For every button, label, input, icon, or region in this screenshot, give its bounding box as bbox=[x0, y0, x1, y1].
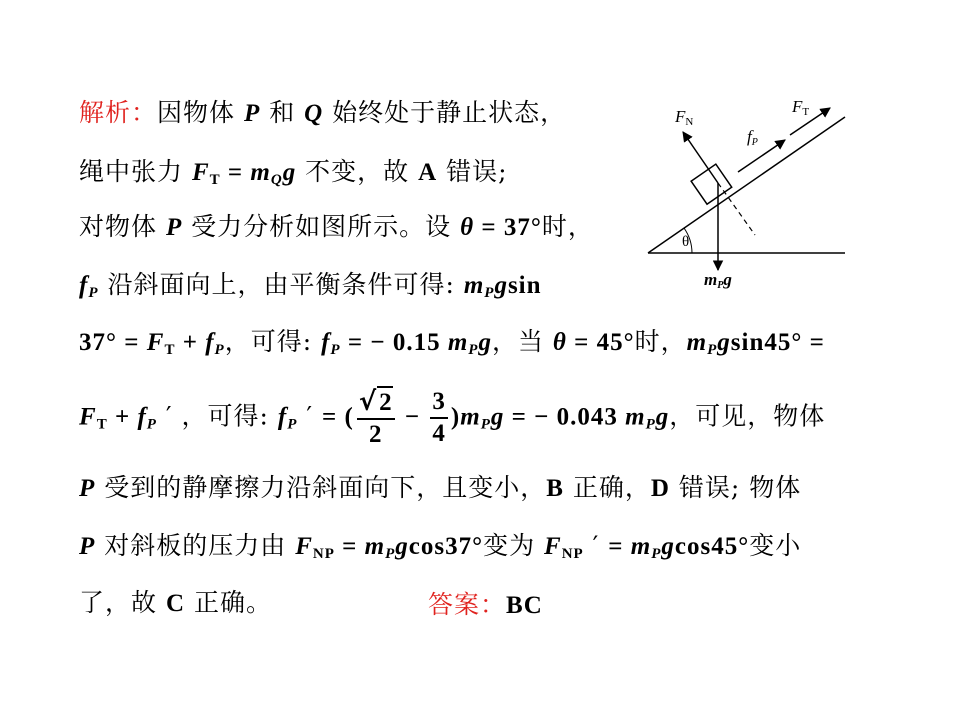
l6-prime: ′ bbox=[156, 401, 182, 431]
l2-t1: 绳中张力 bbox=[79, 157, 192, 186]
l7-d: D bbox=[650, 475, 670, 502]
l9-t1: 了，故 bbox=[79, 588, 166, 617]
l6-t1: ，可得: bbox=[181, 401, 278, 431]
l8-p: P bbox=[79, 533, 96, 560]
l8-fnp2: F bbox=[544, 533, 562, 560]
l5-m-sub: P bbox=[468, 342, 479, 358]
l9-c: C bbox=[165, 590, 186, 617]
fraction-sqrt2-over-2 bbox=[357, 386, 395, 450]
normal-dashed-line bbox=[718, 183, 755, 235]
l4-m: m bbox=[463, 272, 485, 299]
l7-b: B bbox=[546, 475, 564, 502]
friction-arrow bbox=[738, 140, 785, 172]
theta-label: θ bbox=[682, 234, 690, 250]
l6-t2: ，可见，物体 bbox=[669, 401, 826, 431]
denominator-2: 2 bbox=[368, 421, 383, 448]
l8-fnp-sub: NP bbox=[312, 546, 335, 562]
l8-cos37: cos37° bbox=[408, 533, 484, 560]
l2-g: g bbox=[282, 159, 297, 186]
l3-val: = 37° bbox=[474, 214, 542, 241]
l7-t3: 错误; 物体 bbox=[669, 473, 802, 502]
l4-t1: 沿斜面向上，由平衡条件可得: bbox=[98, 270, 464, 299]
l6-eq2: = − 0.043 bbox=[504, 403, 626, 431]
l6-ft-sub: T bbox=[96, 416, 108, 433]
l6-m: m bbox=[460, 403, 481, 431]
l1-t1: 因物体 bbox=[157, 98, 244, 127]
denominator-4: 4 bbox=[432, 420, 446, 447]
l5-eq: = − 0.15 bbox=[340, 329, 448, 356]
l6-eq: = ( bbox=[321, 403, 354, 431]
l2-t2: 不变，故 bbox=[296, 157, 419, 186]
line-5 bbox=[79, 327, 825, 358]
l8-m: m bbox=[364, 533, 386, 560]
l8-fnp: F bbox=[295, 533, 313, 560]
l2-m: m bbox=[250, 159, 271, 186]
l4-m-sub: P bbox=[484, 285, 495, 301]
l3-p: P bbox=[165, 214, 183, 241]
l5-ft: F bbox=[146, 329, 165, 356]
block-p bbox=[691, 164, 732, 204]
l1-t3: 始终处于静止状态， bbox=[323, 98, 567, 127]
analysis-label: 解析： bbox=[79, 98, 158, 127]
l2-ft: F bbox=[191, 159, 210, 186]
l5-t1: ，可得: bbox=[224, 327, 322, 356]
l2-a: A bbox=[418, 159, 438, 186]
l6-f: f bbox=[137, 403, 147, 431]
l5-g2: g bbox=[717, 329, 731, 356]
answer-label: 答案： bbox=[428, 590, 507, 619]
l3-t1: 对物体 bbox=[79, 212, 166, 241]
l8-m-sub: P bbox=[385, 546, 396, 562]
normal-force-label: FN bbox=[675, 107, 694, 128]
l6-prime2: ′ bbox=[297, 401, 322, 431]
l3-t2: 受力分析如图所示。设 bbox=[182, 212, 461, 241]
l2-t3: 错误; bbox=[437, 157, 508, 186]
l6-g2: g bbox=[655, 403, 670, 431]
l1-t2: 和 bbox=[260, 98, 305, 127]
l4-f-sub: P bbox=[88, 285, 99, 301]
line-4 bbox=[79, 270, 542, 301]
l8-t2: 变为 bbox=[483, 531, 545, 560]
l8-eq2: = bbox=[608, 533, 631, 560]
numerator-3: 3 bbox=[430, 387, 448, 419]
line-9 bbox=[79, 588, 272, 619]
l6-f2: f bbox=[277, 403, 288, 431]
l7-t2: 正确， bbox=[563, 473, 651, 502]
l5-sin45: sin45° = bbox=[730, 329, 825, 356]
l5-theta: θ bbox=[552, 329, 567, 356]
line-2 bbox=[79, 157, 508, 188]
l6-f2-sub: P bbox=[287, 416, 298, 433]
l1-q: Q bbox=[304, 100, 324, 127]
l8-g: g bbox=[395, 533, 409, 560]
l6-f-sub: P bbox=[146, 416, 157, 433]
l6-m-sub: P bbox=[480, 416, 491, 433]
l8-fnp2-sub: NP bbox=[561, 546, 584, 562]
l8-eq: = bbox=[334, 533, 365, 560]
gravity-label: mPg bbox=[704, 270, 732, 291]
l2-ft-sub: T bbox=[209, 172, 221, 188]
l8-m2-sub: P bbox=[651, 546, 662, 562]
l5-f2-sub: P bbox=[330, 342, 341, 358]
l5-plus: + bbox=[175, 329, 206, 356]
l5-m2: m bbox=[686, 329, 708, 356]
l6-close: ) bbox=[450, 403, 461, 431]
l6-plus: + bbox=[107, 403, 138, 431]
l4-f: f bbox=[79, 272, 89, 299]
l6-m2: m bbox=[625, 403, 646, 431]
l5-ft-sub: T bbox=[164, 342, 176, 358]
radical-sign: √ bbox=[358, 387, 378, 417]
answer bbox=[428, 590, 543, 621]
l8-m2: m bbox=[630, 533, 652, 560]
force-diagram bbox=[640, 90, 860, 295]
l6-g: g bbox=[490, 403, 505, 431]
l5-m2-sub: P bbox=[707, 342, 718, 358]
l8-t3: 变小 bbox=[749, 531, 802, 560]
l8-prime: ′ bbox=[583, 531, 609, 560]
l5-val: = 45° bbox=[566, 329, 635, 356]
line-8 bbox=[79, 531, 801, 562]
l3-theta: θ bbox=[460, 214, 475, 241]
radicand: 2 bbox=[377, 386, 393, 418]
l3-t3: 时， bbox=[541, 212, 594, 241]
line-3 bbox=[79, 212, 594, 243]
line-7 bbox=[79, 473, 801, 504]
l6-minus: − bbox=[397, 403, 428, 431]
l8-g2: g bbox=[661, 533, 675, 560]
l5-f2: f bbox=[321, 329, 331, 356]
l2-eq: = bbox=[220, 159, 251, 186]
l2-m-sub: Q bbox=[270, 172, 283, 188]
l4-g: g bbox=[494, 272, 508, 299]
line-6 bbox=[79, 386, 825, 446]
l5-g: g bbox=[478, 329, 492, 356]
tension-label: FT bbox=[792, 97, 810, 118]
l5-t2: ，当 bbox=[491, 327, 553, 356]
fraction-3-over-4 bbox=[430, 387, 448, 449]
l4-sin: sin bbox=[507, 272, 542, 299]
l9-t2: 正确。 bbox=[185, 588, 272, 617]
l5-v1: 37° = bbox=[79, 329, 147, 356]
l7-p: P bbox=[79, 475, 96, 502]
l1-p: P bbox=[243, 100, 261, 127]
l8-t1: 对斜板的压力由 bbox=[95, 531, 296, 560]
l5-m: m bbox=[447, 329, 469, 356]
friction-label: fP bbox=[747, 127, 758, 148]
l8-cos45: cos45° bbox=[674, 533, 750, 560]
l5-f-sub: P bbox=[214, 342, 225, 358]
l6-m2-sub: P bbox=[645, 416, 656, 433]
l7-t1: 受到的静摩擦力沿斜面向下，且变小， bbox=[95, 473, 547, 502]
line-1 bbox=[79, 98, 566, 129]
l6-ft: F bbox=[79, 403, 97, 431]
l5-f: f bbox=[205, 329, 215, 356]
l5-t3: 时， bbox=[634, 327, 687, 356]
answer-value: BC bbox=[506, 592, 543, 619]
